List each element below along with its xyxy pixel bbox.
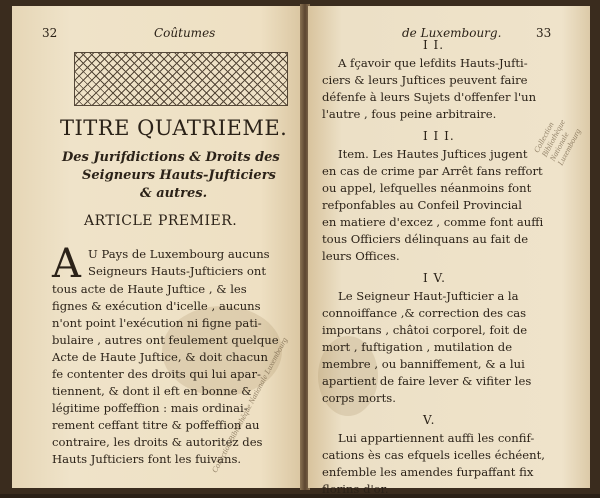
text-line: refponfables au Confeil Provincial [322, 198, 522, 212]
headpiece-ornament [74, 52, 288, 106]
text-line: fe contenter des droits qui lui apar- [52, 367, 261, 381]
text-line: Hauts Jufticiers font les fuivans. [52, 452, 242, 466]
text-line: fignes & exécution d'icelle , aucuns [52, 299, 261, 313]
watermark: Collection Bibliothèque Nationale Luxembourg [210, 335, 290, 475]
subtitle-line: Seigneurs Hauts-Jufticiers [82, 168, 276, 183]
left-page-number: 32 [42, 26, 58, 40]
left-page [12, 6, 304, 488]
text-line: l'autre , fous peine arbitraire. [322, 107, 497, 121]
text-line: apartient de faire lever & vifiter les [322, 374, 532, 388]
text-line: en matiere d'excez , comme font auffi [322, 215, 544, 229]
text-line: mort , fuftigation , mutilation de [322, 340, 513, 354]
right-page-number: 33 [536, 26, 552, 40]
text-line: importans , châtoi corporel, foit de [322, 323, 528, 337]
watermark: Collection Bibliothèque Nationale Luxembourg [532, 118, 583, 167]
subtitle-line: & autres. [140, 186, 208, 201]
text-line: n'ont point l'exécution ni figne pati- [52, 316, 262, 330]
text-line: tous acte de Haute Juftice , & les [52, 282, 247, 296]
text-line: Acte de Haute Juftice, & doit chacun [52, 350, 268, 364]
subtitle-line: Des Jurifdictions & Droits des [62, 150, 280, 165]
section-numeral: V. [423, 413, 436, 427]
text-line: défenfe à leurs Sujets d'offenfer l'un [322, 90, 537, 104]
text-line: leurs Offices. [322, 249, 400, 263]
chapter-title: TITRE QUATRIEME. [60, 116, 288, 140]
text-line: Lui appartiennent auffi les confif- [338, 431, 535, 445]
text-line: Item. Les Hautes Juftices jugent [338, 147, 528, 161]
text-line: rement ceffant titre & poffeffion au [52, 418, 260, 432]
text-line: membre , ou banniffement, & a lui [322, 357, 525, 371]
text-line: florins d'or. [322, 482, 389, 496]
text-line: Seigneurs Hauts-Jufticiers ont [88, 264, 267, 278]
text-line: contraire, les droits & autoritez des [52, 435, 263, 449]
text-line: ciers & leurs Juftices peuvent faire [322, 73, 528, 87]
drop-cap: A [52, 241, 81, 287]
right-page [308, 6, 590, 496]
text-line: tous Officiers délinquans au fait de [322, 232, 529, 246]
text-line: en cas de crime par Arrêt fans reffort [322, 164, 543, 178]
text-line: cations ès cas efquels icelles échéent, [322, 448, 545, 462]
left-running-head: Coûtumes [154, 26, 216, 40]
text-line: connoiffance ,& correction des cas [322, 306, 527, 320]
right-running-head: de Luxembourg. [402, 26, 502, 40]
text-line: tiennent, & dont il eft en bonne & [52, 384, 252, 398]
text-line: bulaire , autres ont feulement quelque [52, 333, 279, 347]
text-line: légitime poffeffion : mais ordinai- [52, 401, 248, 415]
section-numeral: I I I. [423, 129, 455, 143]
text-line: U Pays de Luxembourg aucuns [88, 247, 270, 261]
text-line: A fçavoir que lefdits Hauts-Jufti- [338, 56, 528, 70]
text-line: Le Seigneur Haut-Jufticier a la [338, 289, 519, 303]
text-line: ou appel, lefquelles néanmoins font [322, 181, 532, 195]
article-heading: ARTICLE PREMIER. [84, 213, 238, 229]
text-line: corps morts. [322, 391, 396, 405]
text-line: enfemble les amendes furpaffant fix [322, 465, 534, 479]
section-numeral: I I. [423, 38, 445, 52]
section-numeral: I V. [423, 271, 446, 285]
